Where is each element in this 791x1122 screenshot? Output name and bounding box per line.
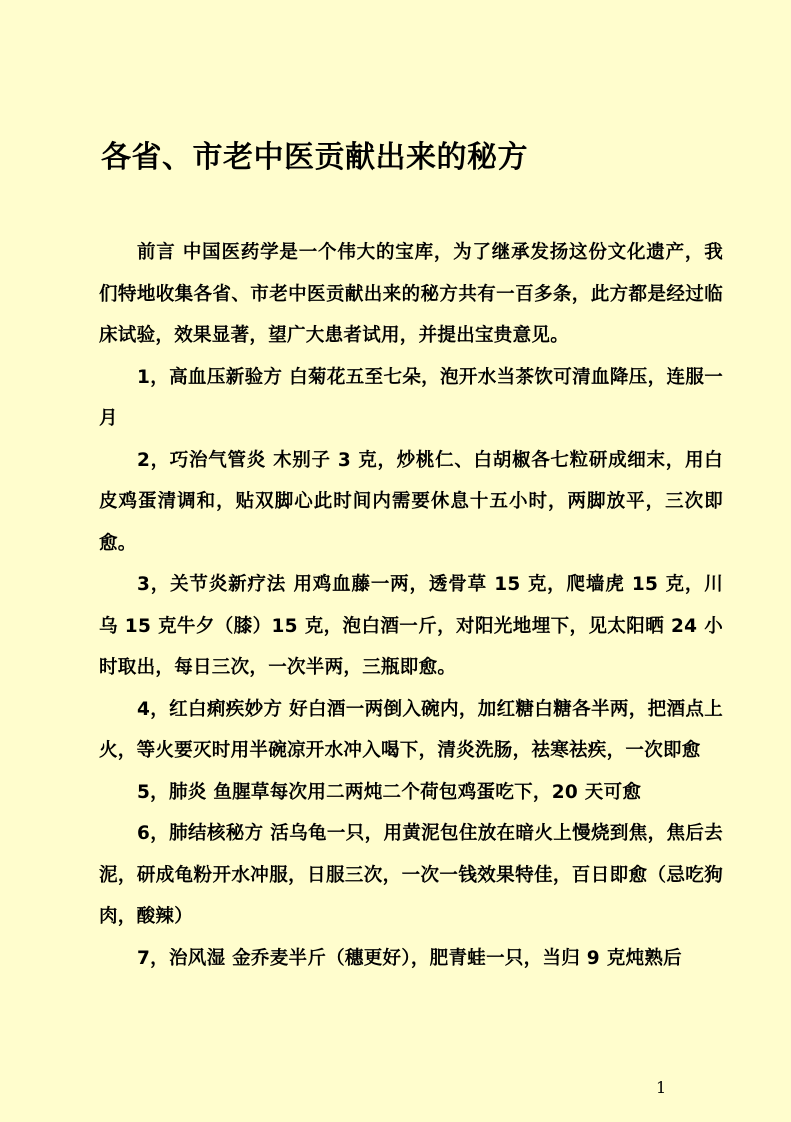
page-number: 1 — [656, 1078, 667, 1097]
document-body — [99, 232, 723, 979]
remedy-item-4: 4，红白痢疾妙方 好白酒一两倒入碗内，加红糖白糖各半两，把酒点上火，等火要灭时用半碗凉开水冲入喝下，清炎洗肠，祛寒祛疾，一次即愈 — [99, 698, 723, 761]
remedy-item-5: 5，肺炎 鱼腥草每次用二两炖二个荷包鸡蛋吃下，20 天可愈 — [137, 781, 642, 803]
remedy-item-7: 7，治风湿 金乔麦半斤（穗更好），肥青蛙一只，当归 9 克炖熟后 — [137, 947, 682, 969]
document-title: 各省、市老中医贡献出来的秘方 — [101, 140, 528, 175]
remedy-item-3: 3，关节炎新疗法 用鸡血藤一两，透骨草 15 克，爬墙虎 15 克，川乌 15 克牛夕（膝）15 克，泡白酒一斤，对阳光地埋下，见太阳晒 24 小时取出，每日三次，一次半两，三瓶即愈。 — [99, 574, 723, 678]
remedy-item-1: 1，高血压新验方 白菊花五至七朵，泡开水当茶饮可清血降压，连服一月 — [99, 366, 723, 429]
remedy-item-2: 2，巧治气管炎 木别子 3 克，炒桃仁、白胡椒各七粒研成细末，用白皮鸡蛋清调和，贴双脚心此时间内需要休息十五小时，两脚放平，三次即愈。 — [99, 449, 723, 554]
remedy-item-6: 6，肺结核秘方 活乌龟一只，用黄泥包住放在暗火上慢烧到焦，焦后去泥，研成龟粉开水冲服，日服三次，一次一钱效果特佳，百日即愈（忌吃狗肉，酸辣） — [99, 823, 723, 927]
preface-paragraph: 前言 中国医药学是一个伟大的宝库，为了继承发扬这份文化遗产，我们特地收集各省、市老中医贡献出来的秘方共有一百多条，此方都是经过临床试验，效果显著，望广大患者试用，并提出宝贵意见。 — [99, 242, 723, 346]
